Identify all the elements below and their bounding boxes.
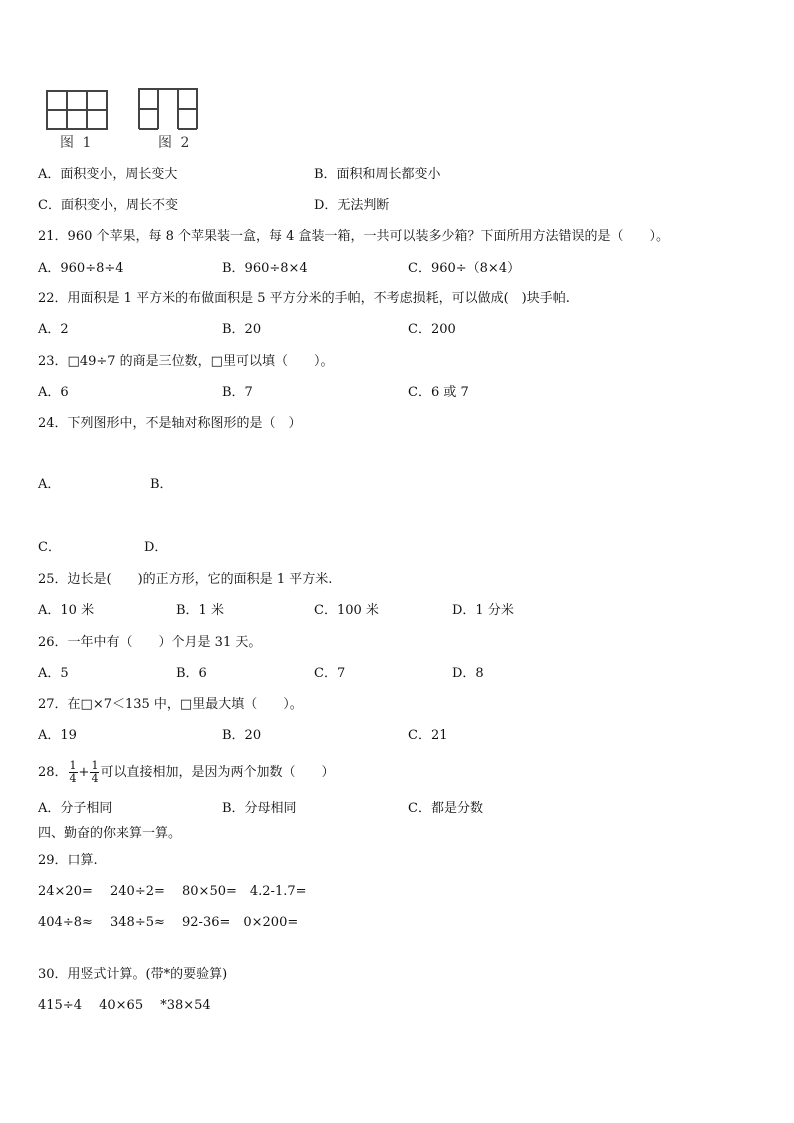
q28-stem-rest: 可以直接相加，是因为两个加数（ ）	[100, 765, 335, 780]
q20-option-d: D．无法判断	[314, 198, 390, 213]
q25-option-d: D．1 分米	[452, 603, 514, 618]
q21-option-a: A．960÷8÷4	[38, 261, 124, 276]
q28-fraction-1-numerator: 1	[69, 759, 77, 772]
q24-option-b: B．	[150, 477, 173, 492]
q24-option-d: D．	[144, 540, 168, 555]
q28-option-b: B．分母相同	[222, 801, 297, 816]
q25-option-c: C．100 米	[314, 603, 379, 618]
q26-option-b: B．6	[176, 666, 207, 681]
q23-option-a: A．6	[38, 385, 69, 400]
figure-1-grid	[46, 90, 110, 132]
q23-stem: 23．□49÷7 的商是三位数，□里可以填（ ）。	[38, 354, 334, 369]
q27-option-b: B．20	[222, 728, 262, 743]
q27-stem: 27．在□×7＜135 中，□里最大填（ ）。	[38, 697, 303, 712]
q26-stem: 26．一年中有（ ）个月是 31 天。	[38, 635, 262, 650]
figure-2-caption: 图 2	[158, 135, 192, 151]
figure-2-grid	[138, 88, 202, 132]
q26-option-d: D．8	[452, 666, 484, 681]
q24-option-c: C．	[38, 540, 61, 555]
q21-stem: 21．960 个苹果，每 8 个苹果装一盒，每 4 盒装一箱，一共可以装多少箱？下面所用方法错误的是（ ）。	[38, 229, 670, 244]
q23-option-b: B．7	[222, 385, 253, 400]
q21-option-b: B．960÷8×4	[222, 261, 308, 276]
q22-option-b: B．20	[222, 322, 262, 337]
q20-option-b: B．面积和周长都变小	[314, 167, 441, 182]
q28-stem	[38, 758, 334, 788]
q26-option-c: C．7	[314, 666, 346, 681]
q28-fraction-1-denominator: 4	[69, 772, 77, 785]
q28-option-c: C．都是分数	[408, 801, 483, 816]
q29-row-2: 404÷8≈ 348÷5≈ 92-36= 0×200=	[38, 915, 299, 930]
q22-option-c: C．200	[408, 322, 456, 337]
q29-stem: 29．口算.	[38, 853, 98, 868]
q25-option-a: A．10 米	[38, 603, 95, 618]
q23-option-c: C．6 或 7	[408, 385, 469, 400]
q20-option-a: A．面积变小，周长变大	[38, 167, 178, 182]
q21-option-c: C．960÷（8×4）	[408, 261, 521, 276]
q28-option-a: A．分子相同	[38, 801, 113, 816]
q24-option-a: A．	[38, 477, 61, 492]
q20-option-c: C．面积变小，周长不变	[38, 198, 178, 213]
q22-stem: 22．用面积是 1 平方米的布做面积是 5 平方分米的手帕，不考虑损耗，可以做成( )块手帕.	[38, 291, 570, 306]
q29-row-1: 24×20= 240÷2= 80×50= 4.2-1.7=	[38, 884, 307, 899]
q30-stem: 30．用竖式计算。(带*的要验算)	[38, 967, 228, 982]
section-4-title: 四、勤奋的你来算一算。	[38, 826, 182, 841]
q27-option-c: C．21	[408, 728, 448, 743]
q26-option-a: A．5	[38, 666, 69, 681]
q28-fraction-2	[90, 760, 99, 785]
q28-plus: +	[78, 765, 90, 780]
figure-1-caption: 图 1	[60, 135, 94, 151]
q28-fraction-1	[69, 760, 78, 785]
q30-row-1: 415÷4 40×65 *38×54	[38, 998, 211, 1013]
q28-fraction-2-numerator: 1	[91, 759, 99, 772]
q27-option-a: A．19	[38, 728, 77, 743]
q25-stem: 25．边长是( )的正方形，它的面积是 1 平方米.	[38, 572, 333, 587]
q28-fraction-2-denominator: 4	[91, 772, 99, 785]
q25-option-b: B．1 米	[176, 603, 224, 618]
q28-number: 28．	[38, 765, 68, 780]
q22-option-a: A．2	[38, 322, 69, 337]
q24-stem: 24．下列图形中，不是轴对称图形的是（ ）	[38, 416, 302, 431]
